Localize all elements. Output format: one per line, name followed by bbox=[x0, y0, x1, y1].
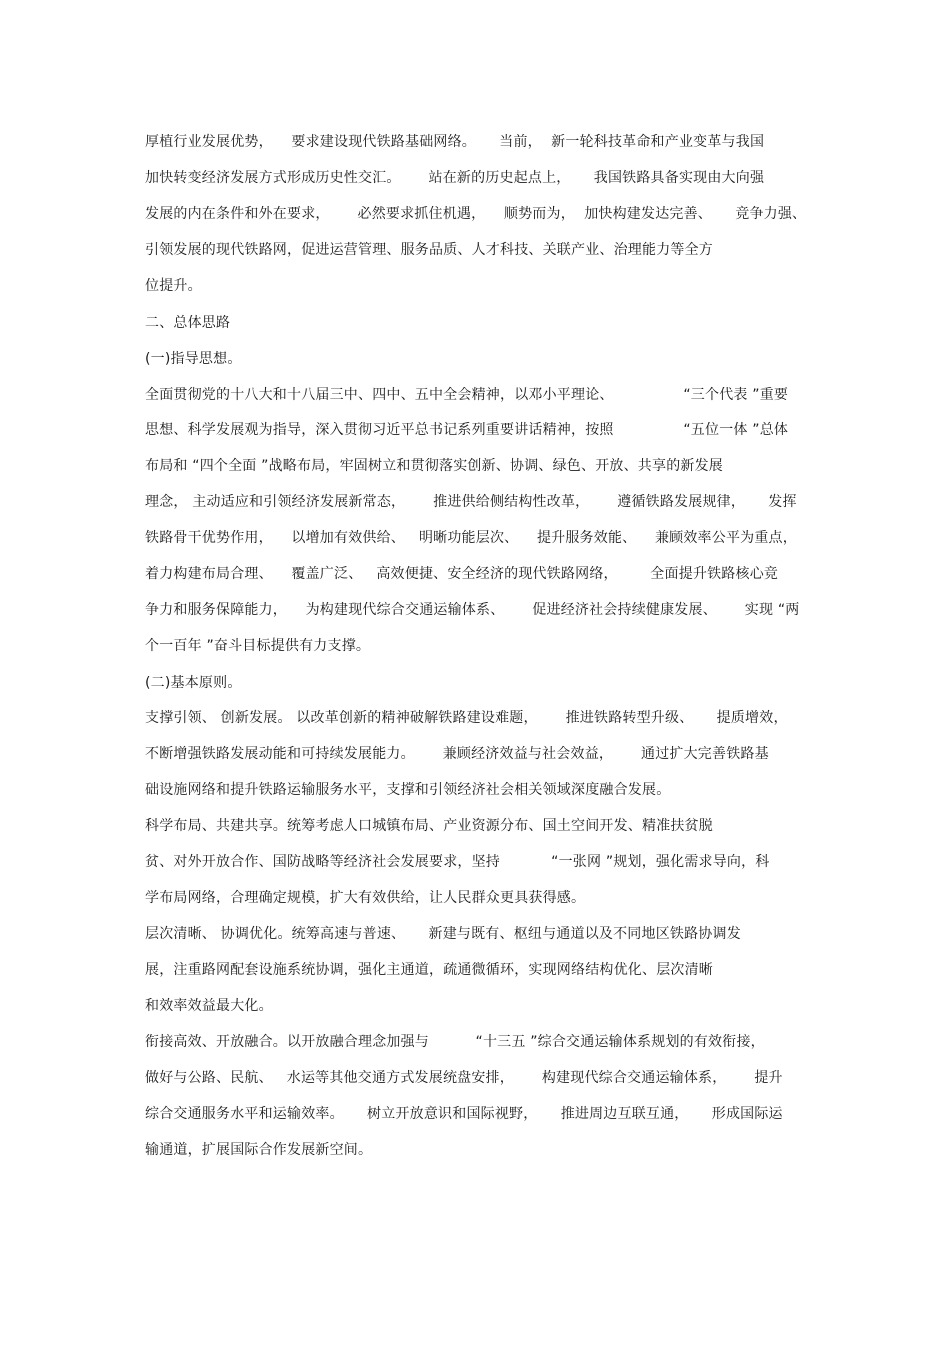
text-line: 铁路骨干优势作用， 以增加有效供给、 明晰功能层次、 提升服务效能、 兼顾效率公平为重点， bbox=[145, 530, 797, 546]
text-line: 输通道，扩展国际合作发展新空间。 bbox=[145, 1142, 373, 1158]
text-line: 层次清晰、 协调优化。统筹高速与普速、 新建与既有、枢纽与通道以及不同地区铁路协调发 bbox=[145, 926, 741, 942]
text-line: 衔接高效、开放融合。以开放融合理念加强与 “十三五 ”综合交通运输体系规划的有效衔接， bbox=[145, 1034, 765, 1050]
text-line: 着力构建布局合理、 覆盖广泛、 高效便捷、安全经济的现代铁路网络， 全面提升铁路核心竞 bbox=[145, 566, 779, 582]
text-line: 和效率效益最大化。 bbox=[145, 998, 273, 1014]
text-line: 发展的内在条件和外在要求， 必然要求抓住机遇， 顺势而为， 加快构建发达完善、 竞争力强、 bbox=[145, 206, 807, 222]
subsection-heading: (二)基本原则。 bbox=[145, 675, 242, 691]
text-line: 做好与公路、民航、 水运等其他交通方式发展统盘安排， 构建现代综合交通运输体系， 提升 bbox=[145, 1070, 783, 1086]
text-line: 展，注重路网配套设施系统协调，强化主通道，疏通微循环，实现网络结构优化、层次清晰 bbox=[145, 962, 713, 978]
text-line: 位提升。 bbox=[145, 278, 202, 294]
text-line: 引领发展的现代铁路网，促进运营管理、服务品质、人才科技、关联产业、治理能力等全方 bbox=[145, 242, 713, 258]
text-line: 科学布局、共建共享。统筹考虑人口城镇布局、产业资源分布、国土空间开发、精准扶贫脱 bbox=[145, 818, 713, 834]
text-line: 全面贯彻党的十八大和十八届三中、四中、五中全会精神，以邓小平理论、 “三个代表 ”重要 bbox=[145, 387, 789, 403]
text-line: 布局和 “四个全面 ”战略布局，牢固树立和贯彻落实创新、协调、绿色、开放、共享的新发展 bbox=[145, 458, 724, 474]
text-line: 思想、科学发展观为指导，深入贯彻习近平总书记系列重要讲话精神，按照 “五位一体 ”总体 bbox=[145, 422, 789, 438]
text-line: 加快转变经济发展方式形成历史性交汇。 站在新的历史起点上， 我国铁路具备实现由大向强 bbox=[145, 170, 765, 186]
text-line: 综合交通服务水平和运输效率。 树立开放意识和国际视野， 推进周边互联互通， 形成国际运 bbox=[145, 1106, 783, 1122]
text-line: 厚植行业发展优势， 要求建设现代铁路基础网络。 当前， 新一轮科技革命和产业变革与我国 bbox=[145, 134, 765, 150]
text-line: 争力和服务保障能力， 为构建现代综合交通运输体系、 促进经济社会持续健康发展、 实现 “两 bbox=[145, 602, 800, 618]
text-line: 贫、对外开放合作、国防战略等经济社会发展要求，坚持 “一张网 ”规划，强化需求导向，科 bbox=[145, 854, 770, 870]
text-line: 个一百年 ”奋斗目标提供有力支撑。 bbox=[145, 638, 371, 654]
section-heading: 二、总体思路 bbox=[145, 315, 231, 331]
text-line: 础设施网络和提升铁路运输服务水平，支撑和引领经济社会相关领域深度融合发展。 bbox=[145, 782, 671, 798]
text-line: 理念， 主动适应和引领经济发展新常态， 推进供给侧结构性改革， 遵循铁路发展规律， 发挥 bbox=[145, 494, 797, 510]
text-line: 不断增强铁路发展动能和可持续发展能力。 兼顾经济效益与社会效益， 通过扩大完善铁路基 bbox=[145, 746, 769, 762]
text-line: 支撑引领、 创新发展。 以改革创新的精神破解铁路建设难题， 推进铁路转型升级、 提质增效， bbox=[145, 710, 788, 726]
subsection-heading: (一)指导思想。 bbox=[145, 351, 242, 367]
text-line: 学布局网络，合理确定规模，扩大有效供给，让人民群众更具获得感。 bbox=[145, 890, 586, 906]
